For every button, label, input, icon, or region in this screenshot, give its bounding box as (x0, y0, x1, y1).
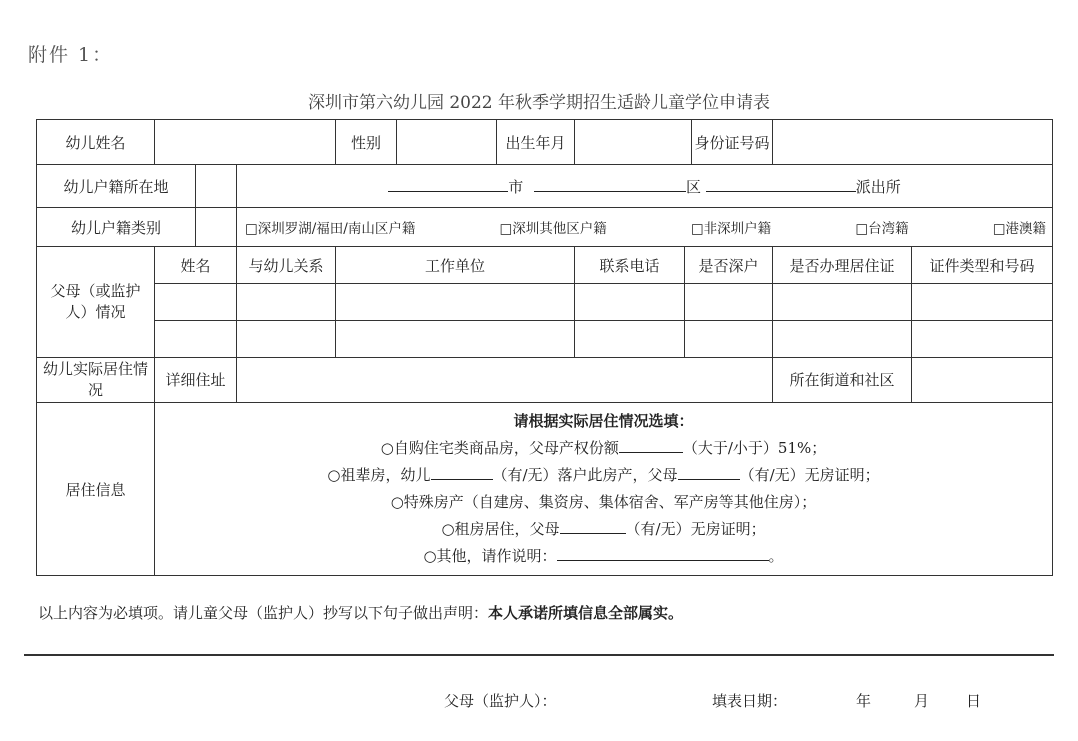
parent-2-permit-field[interactable] (773, 321, 912, 358)
attachment-label: 附件 1： (28, 44, 114, 66)
housing-options (155, 403, 1053, 576)
district-blank[interactable] (534, 177, 686, 192)
form-title: 深圳市第六幼儿园 2022 年秋季学期招生适龄儿童学位申请表 (307, 93, 771, 113)
option-non-shenzhen[interactable]: □非深圳户籍 (690, 221, 772, 237)
option-taiwan[interactable]: □台湾籍 (855, 221, 909, 237)
address-label: 详细住址 (155, 358, 237, 403)
declaration-statement: 本人承诺所填信息全部属实。 (488, 604, 684, 622)
city-blank[interactable] (388, 177, 508, 192)
housing-option-rental[interactable]: ○租房居住，父母 （有/无）无房证明； (441, 520, 766, 538)
application-form-table (36, 119, 1053, 576)
parent-2-phone-field[interactable] (575, 321, 685, 358)
birth-field[interactable] (575, 120, 692, 164)
header-phone: 联系电话 (575, 247, 685, 284)
police-station-label: 派出所 (855, 177, 901, 196)
child-name-label: 幼儿姓名 (37, 120, 155, 165)
housing-option-purchased[interactable]: ○自购住宅类商品房，父母产权份额 （大于/小于）51%； (380, 439, 827, 457)
housing-heading: 请根据实际居住情况选填： (513, 412, 694, 430)
month-label: 月 (914, 692, 930, 710)
parent-1-relation-field[interactable] (237, 284, 336, 321)
header-shenzhen-hukou: 是否深户 (685, 247, 773, 284)
parent-row (37, 321, 1053, 358)
parent-1-name-field[interactable] (155, 284, 237, 321)
parent-2-name-field[interactable] (155, 321, 237, 358)
header-id-type-number: 证件类型和号码 (912, 247, 1053, 284)
gender-label: 性别 (336, 120, 397, 164)
parent-row (37, 284, 1053, 321)
parents-label: 父母（或监护人）情况 (37, 247, 155, 358)
household-type-label: 幼儿户籍类别 (37, 208, 196, 246)
housing-option-special[interactable]: ○特殊房产（自建房、集资房、集体宿舍、军产房等其他住房）； (390, 493, 817, 511)
birth-label: 出生年月 (505, 133, 566, 152)
parent-2-id-field[interactable] (912, 321, 1053, 358)
id-number-field[interactable] (773, 120, 1053, 165)
parent-2-relation-field[interactable] (237, 321, 336, 358)
day-label: 日 (966, 692, 982, 710)
parent-2-hukou-field[interactable] (685, 321, 773, 358)
year-label: 年 (856, 692, 872, 710)
household-type-options (237, 217, 1052, 237)
declaration-notice (38, 602, 683, 623)
residence-label: 幼儿实际居住情况 (37, 358, 155, 403)
household-location-field[interactable] (237, 165, 1053, 208)
header-name: 姓名 (155, 247, 237, 284)
option-hk-macau[interactable]: □港澳籍 (992, 221, 1046, 237)
street-community-field[interactable] (912, 358, 1053, 403)
parent-1-id-field[interactable] (912, 284, 1053, 321)
gender-field[interactable] (397, 120, 497, 164)
parent-1-hukou-field[interactable] (685, 284, 773, 321)
housing-option-grandparents[interactable]: ○祖辈房，幼儿 （有/无）落户此房产，父母 （有/无）无房证明； (327, 466, 880, 484)
child-name-field[interactable] (155, 120, 336, 165)
parent-2-work-field[interactable] (336, 321, 575, 358)
parent-1-phone-field[interactable] (575, 284, 685, 321)
street-community-label: 所在街道和社区 (773, 358, 912, 403)
parent-signature-label: 父母（监护人）： (444, 692, 557, 710)
housing-info-label: 居住信息 (37, 403, 155, 576)
district-label: 区 (686, 177, 702, 196)
notice-text: 以上内容为必填项。请儿童父母（监护人）抄写以下句子做出声明： (38, 604, 489, 622)
signature-line[interactable] (24, 654, 1054, 656)
date-label: 填表日期： (712, 692, 788, 710)
city-label: 市 (508, 177, 524, 196)
option-shenzhen-core-districts[interactable]: □深圳罗湖/福田/南山区户籍 (245, 221, 416, 237)
header-residence-permit: 是否办理居住证 (773, 247, 912, 284)
household-location-label: 幼儿户籍所在地 (37, 165, 196, 207)
option-shenzhen-other-districts[interactable]: □深圳其他区户籍 (499, 221, 607, 237)
id-number-label: 身份证号码 (694, 133, 770, 152)
address-field[interactable] (237, 358, 773, 403)
header-work-unit: 工作单位 (336, 247, 575, 284)
header-relation: 与幼儿关系 (237, 247, 336, 284)
parent-1-permit-field[interactable] (773, 284, 912, 321)
parent-1-work-field[interactable] (336, 284, 575, 321)
housing-option-other[interactable]: ○其他，请作说明： 。 (423, 547, 784, 565)
police-station-blank[interactable] (706, 177, 856, 192)
